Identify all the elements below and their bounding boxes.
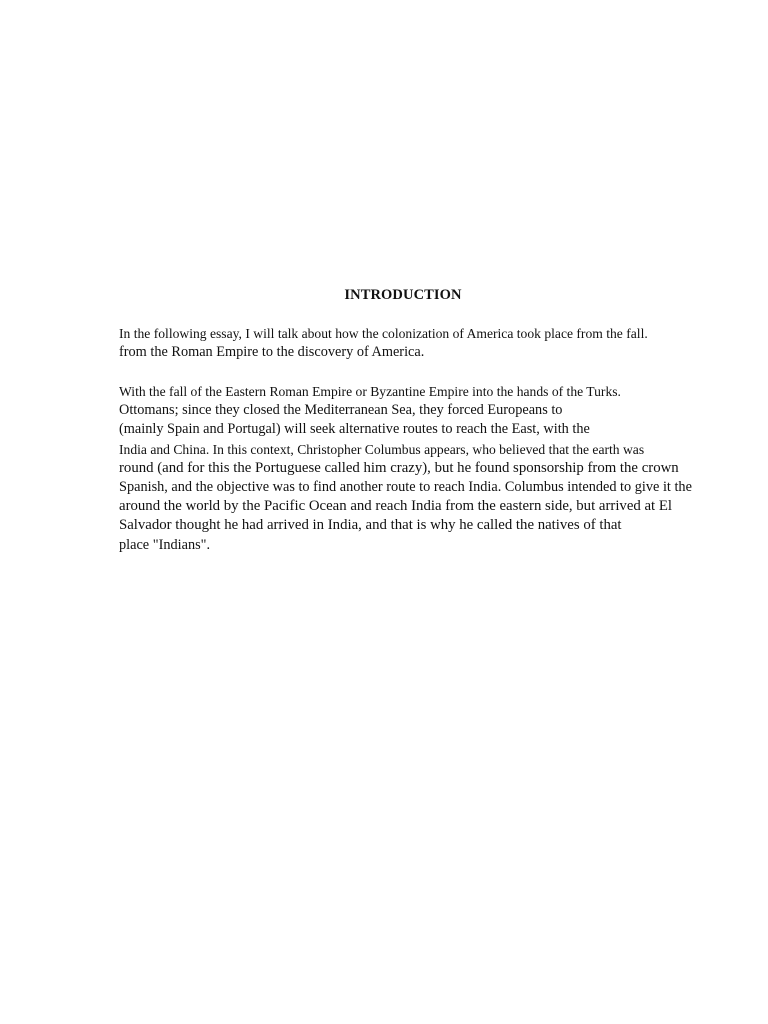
paragraph-line: India and China. In this context, Christopher Columbus appears, who believed that the earth was bbox=[119, 441, 645, 457]
paragraph-line: from the Roman Empire to the discovery of America. bbox=[119, 344, 425, 361]
paragraph-line: With the fall of the Eastern Roman Empire or Byzantine Empire into the hands of the Turks. bbox=[119, 384, 621, 399]
body-paragraph bbox=[119, 382, 739, 555]
paragraph-line: Spanish, and the objective was to find another route to reach India. Columbus intended to give it the bbox=[119, 478, 692, 495]
paragraph-line: round (and for this the Portuguese called him crazy), but he found sponsorship from the crown bbox=[119, 459, 679, 476]
paragraph-line: (mainly Spain and Portugal) will seek alternative routes to reach the East, with the bbox=[119, 421, 590, 438]
paragraph-line: place "Indians". bbox=[119, 536, 211, 553]
paragraph-line: In the following essay, I will talk about how the colonization of America took place from the fall. bbox=[119, 326, 648, 341]
paragraph-line: Ottomans; since they closed the Mediterranean Sea, they forced Europeans to bbox=[119, 402, 563, 419]
intro-paragraph bbox=[119, 324, 739, 362]
paragraph-line: Salvador thought he had arrived in India, and that is why he called the natives of that bbox=[119, 517, 622, 534]
paragraph-line: around the world by the Pacific Ocean and reach India from the eastern side, but arrived at El bbox=[119, 498, 673, 515]
page-title: INTRODUCTION bbox=[344, 287, 462, 303]
